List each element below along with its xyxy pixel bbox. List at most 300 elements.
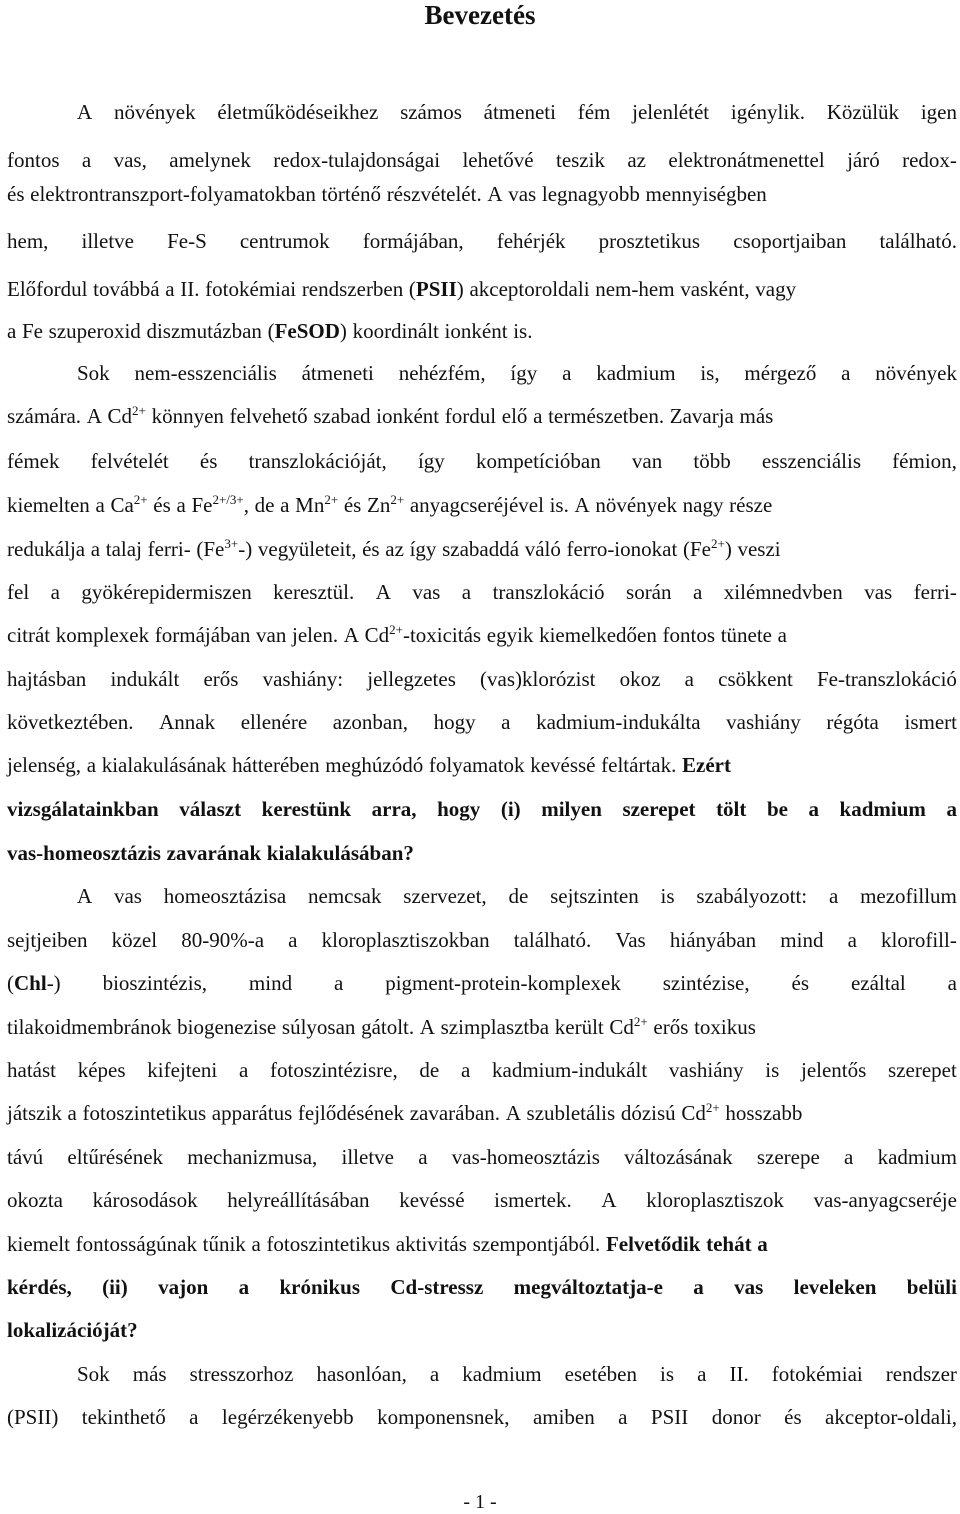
word: hogy [437, 797, 481, 821]
word: jellegzetes [367, 667, 456, 691]
word: fontosságúnak [75, 1232, 197, 1256]
word: a [757, 1232, 768, 1256]
word: rendszerben [301, 277, 404, 301]
word: kompetícióban [475, 449, 601, 473]
word: gyökérepidermiszen [81, 580, 252, 604]
word: kialakulásának [101, 753, 227, 777]
text-line [7, 1272, 957, 1302]
word: szerepet [622, 797, 696, 821]
word: illetve [341, 1145, 394, 1169]
word: vas [508, 182, 537, 206]
word: Sok [77, 361, 110, 385]
word: vagy [755, 277, 797, 301]
word: és [343, 493, 362, 517]
word: (i) [500, 797, 521, 821]
word: fel [7, 580, 30, 604]
word: a [429, 1362, 440, 1386]
word: $(Fe^{3+}-)$ [196, 536, 253, 561]
word: ionként [376, 404, 440, 428]
word: $Fe^{2+/3+}$, [191, 492, 250, 517]
word: PSII [650, 1405, 689, 1429]
word: jelen. [292, 623, 339, 647]
word: része [729, 493, 773, 517]
word: anyagcseréjével [409, 493, 544, 517]
word: illetve [81, 229, 134, 253]
word: a [501, 710, 511, 734]
word: feltártak. [601, 753, 677, 777]
word: fotokémiai [771, 1362, 863, 1386]
word: a [67, 1101, 77, 1125]
word: a [50, 580, 60, 604]
word: $Ca^{2+}$ [110, 492, 148, 517]
text-line [77, 358, 957, 388]
word: így [510, 361, 538, 385]
word: fontos [7, 148, 60, 172]
word: szimplasztba [440, 1015, 550, 1039]
word: fejlődésének [297, 1101, 405, 1125]
word: (vas)klorózist [480, 667, 596, 691]
word: bioszintézis, [102, 971, 207, 995]
word: több [693, 449, 731, 473]
word: biogenezise [177, 1015, 277, 1039]
word: is, [700, 361, 720, 385]
text-line [7, 534, 957, 564]
word: szerepe [756, 1145, 820, 1169]
word: a [81, 148, 92, 172]
word: kiemelt [7, 1232, 70, 1256]
word: kiemelkedően [539, 623, 657, 647]
word: szervezet, [403, 884, 487, 908]
word: fotoszintézisre, [270, 1058, 398, 1082]
word: diszmutázban [146, 319, 262, 343]
word: növények [595, 493, 677, 517]
word: vas, [113, 148, 147, 172]
word: Felvetődik [605, 1232, 701, 1256]
word: milyen [541, 797, 602, 821]
word: a [460, 1058, 471, 1082]
word: (Chl-) [7, 971, 61, 995]
text-line [7, 1012, 957, 1042]
word: ferro-ionokat [566, 537, 678, 561]
text-line [7, 750, 957, 780]
word: homeosztázisa [163, 884, 287, 908]
word: szuperoxid [48, 319, 141, 343]
word: fotoszintetikus [266, 1232, 391, 1256]
word: tilakoidmembránok [7, 1015, 172, 1039]
word: a [692, 580, 703, 604]
word: Előfordul [7, 277, 88, 301]
word: 80-90%-a [181, 928, 265, 952]
word: van [631, 449, 663, 473]
word: károsodások [92, 1188, 198, 1212]
word: hasonlóan, [316, 1362, 407, 1386]
word: mind [248, 971, 293, 995]
word: igénylik. [730, 100, 805, 124]
word: A [77, 884, 93, 908]
word: okoz [619, 667, 661, 691]
word: aktivitás [395, 1232, 467, 1256]
word: a [333, 971, 344, 995]
word: legérzékenyebb [221, 1405, 354, 1429]
text-line [7, 968, 957, 998]
word: részvételét. [386, 182, 482, 206]
word: nagy [682, 493, 724, 517]
word: szabályozott: [696, 884, 808, 908]
word: nem-hem [595, 277, 675, 301]
word: komplexek [55, 623, 150, 647]
word: szubletális [526, 1101, 616, 1125]
word: erős [653, 1015, 689, 1039]
text-line [7, 925, 957, 955]
word: a [828, 884, 839, 908]
word: van [256, 623, 287, 647]
page-number: - 1 - [463, 1491, 497, 1513]
word: található. [879, 229, 957, 253]
word: a [808, 797, 819, 821]
word: fehérjék [496, 229, 566, 253]
word: Fe-S [167, 229, 207, 253]
word: (PSII) [408, 277, 464, 301]
word: lehetővé [462, 148, 534, 172]
word: más [132, 1362, 167, 1386]
word: xilémnedvben [723, 580, 843, 604]
word: esetében [564, 1362, 637, 1386]
word: a [165, 277, 175, 301]
word: a [562, 361, 572, 385]
word: koordinált [352, 319, 439, 343]
word: kerestünk [261, 797, 352, 821]
word: a [418, 1145, 428, 1169]
word: a [7, 319, 17, 343]
word: így [409, 537, 437, 561]
word: eltűrésének [67, 1145, 164, 1169]
word: komponensnek, [377, 1405, 510, 1429]
word: Fe-transzlokáció [816, 667, 957, 691]
word: fotoszintetikus [82, 1101, 207, 1125]
word: $Cd^{2+}$ [609, 1014, 648, 1039]
word: következtében. [7, 710, 134, 734]
word: ezáltal [850, 971, 906, 995]
word: donor [711, 1405, 761, 1429]
word: A [574, 493, 590, 517]
word: Zavarja [669, 404, 734, 428]
word: pigment-protein-komplexek [385, 971, 621, 995]
word: vas [412, 580, 441, 604]
word: választ [179, 797, 242, 821]
word: redox- [902, 148, 957, 172]
text-line [7, 401, 957, 431]
word: ismertek. [494, 1188, 572, 1212]
text-line [7, 316, 957, 346]
word: kevéssé [399, 1188, 465, 1212]
word: okozta [7, 1188, 63, 1212]
word: indukált [110, 667, 180, 691]
text-line [7, 1229, 957, 1259]
word: citrát [7, 623, 51, 647]
word: Cd-stressz [390, 1275, 484, 1299]
word: akceptor-oldali, [825, 1405, 957, 1429]
text-line [7, 1142, 957, 1172]
word: stresszorhoz [189, 1362, 294, 1386]
word: Közülük [826, 100, 900, 124]
word: kadmium-indukált [492, 1058, 648, 1082]
word: $(Fe^{2+})$ [682, 536, 732, 561]
word: szintézise, [662, 971, 750, 995]
word: számára. [7, 404, 82, 428]
word: járó [847, 148, 880, 172]
word: A [505, 1101, 521, 1125]
word: növények [113, 100, 196, 124]
word: centrumok [239, 229, 330, 253]
word: során [626, 580, 672, 604]
word: esszenciális [761, 449, 862, 473]
word: II. [180, 277, 200, 301]
word: fémek [7, 449, 60, 473]
word: az [385, 537, 404, 561]
word: a [90, 537, 101, 561]
word: vas [734, 1275, 764, 1299]
word: kialakulásában? [266, 841, 414, 865]
text-line [7, 274, 957, 304]
word: kiemelten [7, 493, 90, 517]
word: ismert [904, 710, 957, 734]
word: vas [113, 884, 142, 908]
word: tünete [720, 623, 772, 647]
word: zavarának [166, 841, 262, 865]
word: sejtjeiben [7, 928, 88, 952]
word: talaj [105, 537, 142, 561]
text-line [7, 838, 957, 868]
word: könnyen [151, 404, 224, 428]
word: de [419, 1058, 440, 1082]
word: vas [864, 580, 893, 604]
word: teszik [555, 148, 605, 172]
word: a [844, 1145, 854, 1169]
word: A [487, 182, 503, 206]
word: elektrontranszport-folyamatokban [30, 182, 316, 206]
word: tehát [706, 1232, 752, 1256]
word: (ii) [102, 1275, 128, 1299]
word: A [601, 1188, 617, 1212]
word: hátterében [232, 753, 320, 777]
text-line [7, 179, 957, 209]
text-line [77, 97, 957, 127]
word: hajtásban [7, 667, 87, 691]
word: $Cd^{2+}$ [681, 1100, 720, 1125]
word: Ezért [682, 753, 731, 777]
word: került [554, 1015, 604, 1039]
word: szabad [313, 404, 371, 428]
word: a [618, 1405, 628, 1429]
word: klorofill- [881, 928, 957, 952]
word: mechanizmusa, [187, 1145, 318, 1169]
word: kadmium [839, 797, 926, 821]
text-line [7, 664, 957, 694]
word: legnagyobb [541, 182, 640, 206]
word: a [947, 971, 957, 995]
word: formájában [154, 623, 251, 647]
word: vegyületeit, [257, 537, 357, 561]
word: csökkent [718, 667, 793, 691]
word: dózisú [620, 1101, 676, 1125]
text-line [7, 620, 957, 650]
word: vashiány [668, 1058, 744, 1082]
word: A [86, 404, 102, 428]
word: a [95, 493, 105, 517]
text-line [77, 1359, 957, 1389]
word: is [660, 884, 675, 908]
word: rendszer [885, 1362, 957, 1386]
text-line [77, 881, 957, 911]
word: távú [7, 1145, 44, 1169]
word: szempontjából. [472, 1232, 601, 1256]
word: vashiány: [262, 667, 344, 691]
word: is. [549, 493, 569, 517]
page-title: Bevezetés [424, 0, 536, 30]
word: nehézfém, [398, 361, 486, 385]
word: azonban, [332, 710, 408, 734]
word: szabaddá [442, 537, 520, 561]
word: $Mn^{2+}$ [295, 492, 339, 517]
text-line [7, 1098, 957, 1128]
text-line [7, 577, 957, 607]
word: vas-homeosztázis [7, 841, 161, 865]
word: kloroplasztiszokban [321, 928, 490, 952]
word: amelynek [169, 148, 251, 172]
word: mezofillum [860, 884, 957, 908]
word: jelentős [801, 1058, 867, 1082]
word: $Zn^{2+}$ [367, 492, 405, 517]
word: vas-anyagcseréje [813, 1188, 957, 1212]
word: tűnik [202, 1232, 246, 1256]
word: kevéssé [530, 753, 596, 777]
text-line [7, 794, 957, 824]
word: folyamatok [428, 753, 525, 777]
word: szerepet [888, 1058, 957, 1082]
text-line [7, 707, 957, 737]
word: A [419, 1015, 435, 1039]
word: elő [501, 404, 528, 428]
word: Annak [159, 710, 216, 734]
word: a [86, 753, 97, 777]
word: más [739, 404, 774, 428]
word: redukálja [7, 537, 86, 561]
word: számos [400, 100, 462, 124]
word: kadmium [877, 1145, 957, 1169]
word: is [660, 1362, 675, 1386]
word: A [77, 100, 93, 124]
word: gátolt. [361, 1015, 415, 1039]
word: a [684, 667, 694, 691]
word: arra, [371, 797, 417, 821]
word: meghúzódó [325, 753, 424, 777]
word: de [508, 884, 529, 908]
text-line [7, 226, 957, 256]
word: lokalizációját? [7, 1318, 138, 1342]
word: természetben. [548, 404, 665, 428]
word: található. [513, 928, 592, 952]
word: elektronátmenettel [668, 148, 825, 172]
word: fotokémiai [205, 277, 297, 301]
word: és [362, 537, 380, 561]
word: nemcsak [308, 884, 382, 908]
word: és [791, 971, 810, 995]
word: vashiány [726, 710, 801, 734]
word: kifejteni [147, 1058, 218, 1082]
word: így [417, 449, 445, 473]
word: veszi [737, 537, 781, 561]
word: be [766, 797, 788, 821]
word: fémion, [892, 449, 957, 473]
word: zavarában. [409, 1101, 501, 1125]
text-line [7, 446, 957, 476]
word: fém [577, 100, 611, 124]
word: fontos [662, 623, 716, 647]
word: mind [780, 928, 824, 952]
word: a [693, 1275, 704, 1299]
word: mérgező [744, 361, 817, 385]
word: transzlokáció [492, 580, 605, 604]
word: hogy [433, 710, 476, 734]
word: tekinthető [81, 1405, 166, 1429]
word: erős [203, 667, 239, 691]
word: transzlokációját, [248, 449, 387, 473]
word: vas-homeosztázis [451, 1145, 600, 1169]
word: a [176, 493, 186, 517]
word: a [841, 361, 851, 385]
text-line [7, 1185, 957, 1215]
word: helyreállításában [227, 1188, 370, 1212]
word: növények [875, 361, 957, 385]
word: a [946, 797, 957, 821]
text-line [7, 145, 957, 175]
word: a [189, 1405, 199, 1429]
word: toxikus [694, 1015, 756, 1039]
word: tölt [716, 797, 747, 821]
word: változásának [624, 1145, 733, 1169]
word: (FeSOD) [267, 319, 347, 343]
word: ionként [444, 319, 508, 343]
word: életműködéseikhez [217, 100, 379, 124]
word: $Cd^{2+}$ [107, 403, 146, 428]
word: Fe [21, 319, 43, 343]
word: vizsgálatainkban [7, 797, 159, 821]
word: kérdés, [7, 1275, 72, 1299]
word: váló [524, 537, 561, 561]
word: vasként, [680, 277, 750, 301]
word: a [461, 580, 472, 604]
word: Vas [615, 928, 646, 952]
word: II. [729, 1362, 749, 1386]
word: redox-tulajdonságai [273, 148, 441, 172]
word: is [765, 1058, 780, 1082]
word: is. [513, 319, 533, 343]
word: akceptoroldali [469, 277, 590, 301]
word: leveleken [793, 1275, 877, 1299]
word: a [288, 928, 298, 952]
word: a [533, 404, 543, 428]
word: játszik [7, 1101, 62, 1125]
word: ellenére [240, 710, 308, 734]
word: ferri- [913, 580, 957, 604]
word: történő [321, 182, 382, 206]
word: a [697, 1362, 707, 1386]
word: a [847, 928, 857, 952]
word: súlyosan [281, 1015, 356, 1039]
word: jelenség, [7, 753, 82, 777]
word: Sok [77, 1362, 110, 1386]
word: kloroplasztiszok [646, 1188, 784, 1212]
